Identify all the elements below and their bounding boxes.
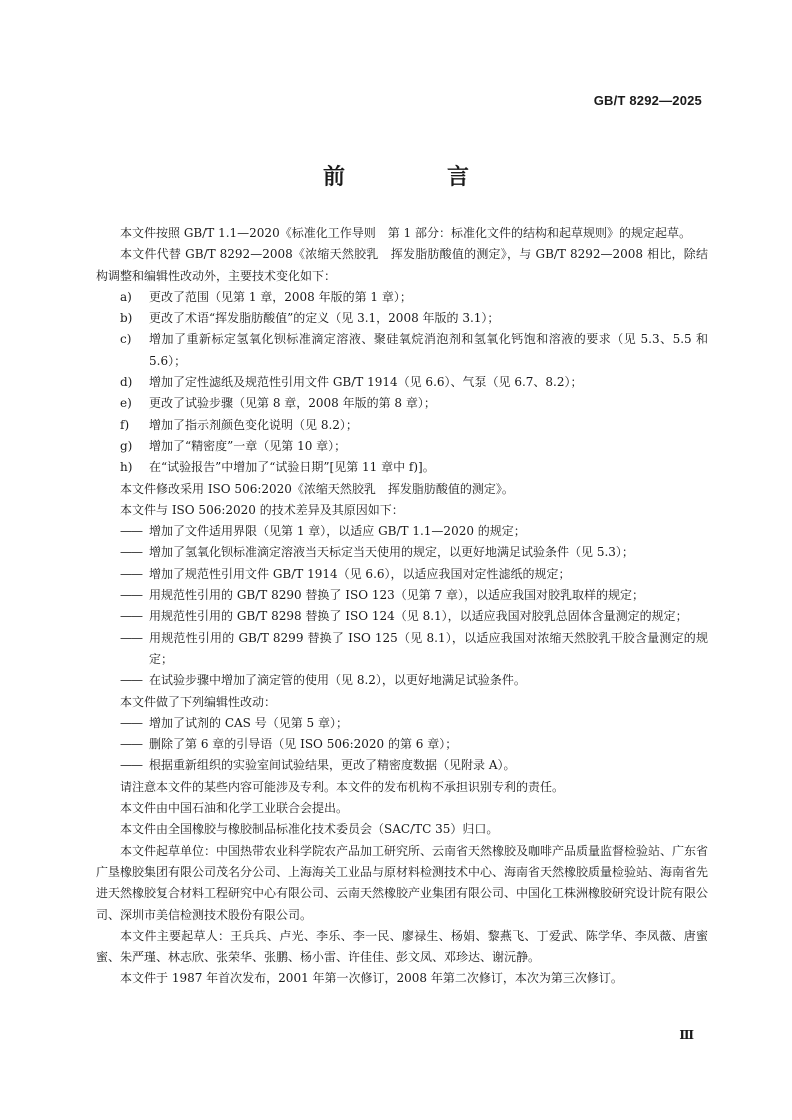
list-item-text: 增加了“精密度”一章（见第 10 章）； <box>149 438 347 453</box>
list-marker: c) <box>120 332 132 347</box>
list-item <box>96 415 708 436</box>
dash-item-text: 增加了试剂的 CAS 号（见第 5 章）； <box>149 715 348 730</box>
dash-item-text: 增加了文件适用界限（见第 1 章），以适应 GB/T 1.1—2020 的规定； <box>149 524 526 539</box>
list-item-text: 增加了指示剂颜色变化说明（见 8.2）； <box>149 417 358 432</box>
paragraph: 本文件与 ISO 506:2020 的技术差异及其原因如下： <box>120 502 404 517</box>
paragraph: 本文件按照 GB/T 1.1—2020《标准化工作导则 第 1 部分：标准化文件的结构和起草规则》的规定起草。 <box>120 226 691 240</box>
dash-item-text: 删除了第 6 章的引导语（见 ISO 506:2020 的第 6 章）； <box>149 737 458 752</box>
list-item <box>96 457 708 478</box>
list-item-text: 更改了范围（见第 1 章，2008 年版的第 1 章）； <box>149 289 412 304</box>
dash-item <box>96 713 708 734</box>
list-marker: f) <box>120 417 130 432</box>
dash-item <box>96 564 708 585</box>
paragraph: 本文件主要起草人：王兵兵、卢光、李乐、李一民、廖禄生、杨娟、黎燕飞、丁爱武、陈学华、李凤薇、唐蜜蜜、朱严瑾、林志欣、张荣华、张鹏、杨小雷、许佳佳、彭文凤、邓珍达、谢沅静。 <box>96 928 708 965</box>
list-item <box>96 393 708 414</box>
dash-item <box>96 734 708 755</box>
list-item-text: 在“试验报告”中增加了“试验日期”[见第 11 章中 f)]。 <box>149 460 435 475</box>
list-item <box>96 287 708 308</box>
document-body <box>96 223 708 990</box>
dash-marker: —— <box>120 588 142 603</box>
dash-marker: —— <box>120 758 142 773</box>
paragraph: 本文件起草单位：中国热带农业科学院农产品加工研究所、云南省天然橡胶及咖啡产品质量监督检验站、广东省广垦橡胶集团有限公司茂名分公司、上海海关工业品与原材料检测技术中心、海南省天然橡胶质量检验站、海南省先进天然橡胶复合材料工程研究中心有限公司、云南天然橡胶产业集团有限公司、中国化工株洲橡胶研究设计院有限公司、深圳市美信检测技术股份有限公司。 <box>96 843 709 922</box>
dash-item-text: 在试验步骤中增加了滴定管的使用（见 8.2），以更好地满足试验条件。 <box>149 673 526 688</box>
dash-item <box>96 521 708 542</box>
paragraph: 本文件做了下列编辑性改动： <box>120 694 277 709</box>
dash-item-text: 根据重新组织的实验室间试验结果，更改了精密度数据（见附录 A）。 <box>149 758 516 773</box>
dash-marker: —— <box>120 737 142 752</box>
dash-item <box>96 755 708 776</box>
list-marker: b) <box>120 311 133 326</box>
paragraph: 本文件代替 GB/T 8292—2008《浓缩天然胶乳 挥发脂肪酸值的测定》，与 GB/T 8292—2008 相比，除结构调整和编辑性改动外，主要技术变化如下： <box>96 247 708 283</box>
dash-marker: —— <box>120 630 142 645</box>
paragraph: 本文件于 1987 年首次发布，2001 年第一次修订，2008 年第二次修订，本次为第三次修订。 <box>120 971 623 986</box>
dash-item-text: 用规范性引用的 GB/T 8290 替换了 ISO 123（见第 7 章），以适应我国对胶乳取样的规定； <box>149 588 645 603</box>
list-item <box>96 329 708 372</box>
list-item-text: 更改了术语“挥发脂肪酸值”的定义（见 3.1，2008 年版的 3.1）； <box>149 311 500 326</box>
dash-item <box>96 628 708 671</box>
paragraph: 请注意本文件的某些内容可能涉及专利。本文件的发布机构不承担识别专利的责任。 <box>120 779 565 794</box>
list-marker: d) <box>120 375 133 390</box>
dash-item-text: 增加了规范性引用文件 GB/T 1914（见 6.6），以适应我国对定性滤纸的规定； <box>149 566 571 581</box>
list-marker: g) <box>120 438 133 453</box>
dash-item <box>96 670 708 691</box>
list-item-text: 更改了试验步骤（见第 8 章，2008 年版的第 8 章）； <box>149 396 436 411</box>
dash-item <box>96 585 708 606</box>
list-item <box>96 372 708 393</box>
dash-marker: —— <box>120 609 142 624</box>
standard-code: GB/T 8292—2025 <box>593 93 702 108</box>
list-item-text: 增加了定性滤纸及规范性引用文件 GB/T 1914（见 6.6）、气泵（见 6.7、8.2）； <box>149 375 583 390</box>
list-item <box>96 436 708 457</box>
list-marker: a) <box>120 289 132 304</box>
page-number: Ⅲ <box>679 1028 694 1042</box>
paragraph: 本文件由全国橡胶与橡胶制品标准化技术委员会（SAC/TC 35）归口。 <box>120 822 499 837</box>
list-item-text: 增加了重新标定氢氧化钡标准滴定溶液、聚硅氧烷消泡剂和氢氧化钙饱和溶液的要求（见 5.3、5.5 和 5.6）； <box>149 332 708 368</box>
dash-marker: —— <box>120 545 142 560</box>
dash-item <box>96 606 708 627</box>
dash-marker: —— <box>120 715 142 730</box>
list-item <box>96 308 708 329</box>
dash-marker: —— <box>120 566 142 581</box>
dash-item <box>96 542 708 563</box>
page-title: 前 言 <box>322 165 509 190</box>
list-marker: e) <box>120 396 132 411</box>
list-marker: h) <box>120 460 133 475</box>
dash-marker: —— <box>120 673 142 688</box>
paragraph: 本文件修改采用 ISO 506:2020《浓缩天然胶乳 挥发脂肪酸值的测定》。 <box>120 481 514 496</box>
dash-marker: —— <box>120 524 142 539</box>
dash-item-text: 用规范性引用的 GB/T 8299 替换了 ISO 125（见 8.1），以适应我国对浓缩天然胶乳干胶含量测定的规定； <box>149 630 708 666</box>
dash-item-text: 用规范性引用的 GB/T 8298 替换了 ISO 124（见 8.1），以适应我国对胶乳总固体含量测定的规定； <box>149 609 688 624</box>
paragraph: 本文件由中国石油和化学工业联合会提出。 <box>120 801 349 816</box>
dash-item-text: 增加了氢氧化钡标准滴定溶液当天标定当天使用的规定，以更好地满足试验条件（见 5.3）； <box>149 545 634 560</box>
